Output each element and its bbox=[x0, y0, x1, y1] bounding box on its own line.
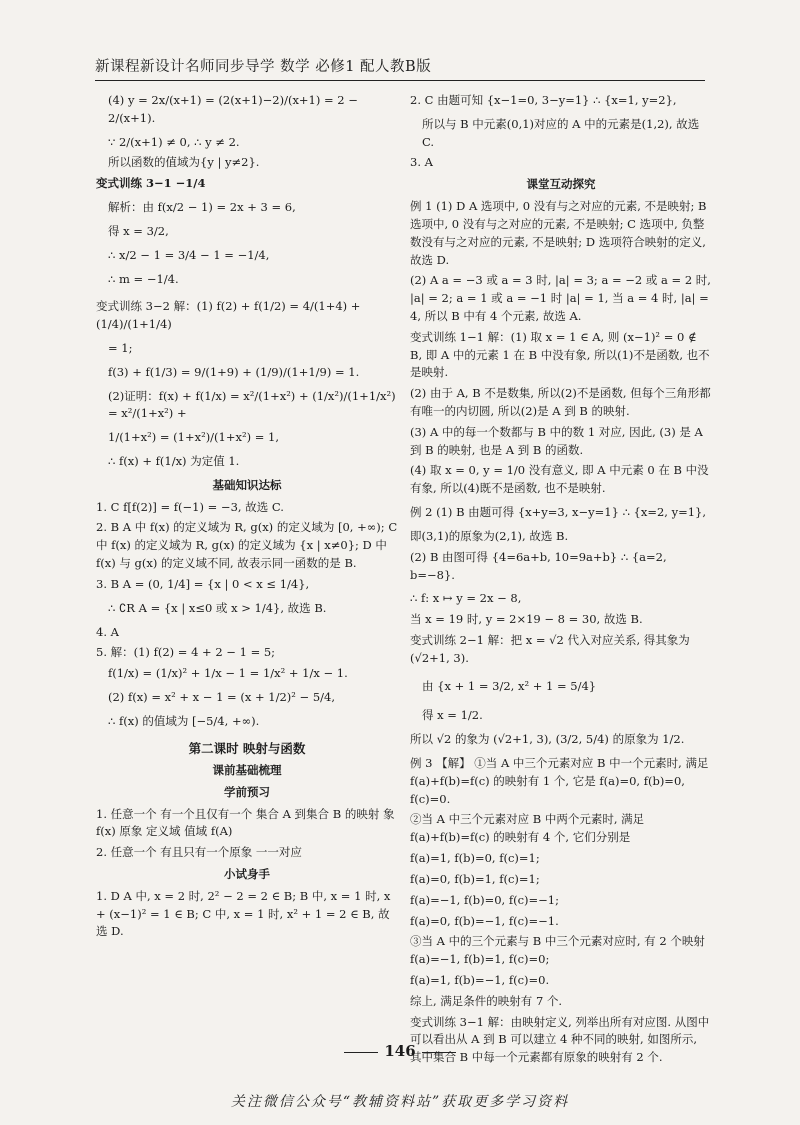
answer-line: f(1/x) = (1/x)² + 1/x − 1 = 1/x² + 1/x − 1. bbox=[108, 666, 348, 681]
page-number bbox=[0, 1040, 800, 1063]
answer-line: 1. D A 中, x = 2 时, 2² − 2 = 2 ∈ B; B 中, x = 1 时, x + (x−1)² = 1 ∈ B; C 中, x = 1 时, x² + 1 = 2 ∈ B, 故选 D. bbox=[96, 888, 391, 939]
example-block: 例 1 (1) D A 选项中, 0 没有与之对应的元素, 不是映射; B 选项中, 0 没有与之对应的元素, 不是映射; C 选项中, 负整数没有与之对应的元素, 不是映射; D 选项符合映射的定义, 故选 D. bbox=[410, 199, 707, 267]
answer-line: ∴ m = −1/4. bbox=[108, 271, 179, 286]
variant-block: 变式训练 2−1 解：把 x = √2 代入对应关系, 得其象为 (√2+1, 3). bbox=[410, 632, 690, 665]
answer-line: 3. A bbox=[410, 155, 433, 170]
answer-line: 4. A bbox=[96, 624, 119, 639]
answer-line: (4) 取 x = 0, y = 1/0 没有意义, 即 A 中元素 0 在 B 中没有象, 所以(4)既不是函数, 也不是映射. bbox=[410, 463, 709, 496]
answer-line: = 1; bbox=[108, 340, 133, 355]
answer-line: 综上, 满足条件的映射有 7 个. bbox=[410, 993, 563, 1008]
answer-line: (3) A 中的每一个数都与 B 中的数 1 对应, 因此, (3) 是 A 到 B 的映射, 也是 A 到 B 的函数. bbox=[410, 424, 703, 457]
left-column bbox=[96, 92, 398, 944]
answer-line: f(a)=−1, f(b)=0, f(c)=−1; bbox=[410, 892, 559, 907]
answer-line: f(a)=1, f(b)=0, f(c)=1; bbox=[410, 851, 540, 866]
section-heading: 课前基础梳理 bbox=[212, 762, 282, 777]
example-block: 例 2 (1) B 由题可得 {x+y=3, x−y=1} ∴ {x=2, y=1}, bbox=[410, 505, 707, 520]
answer-line: 由 {x + 1 = 3/2, x² + 1 = 5/4} bbox=[422, 678, 597, 693]
answer-line: (2) B 由图可得 {4=6a+b, 10=9a+b} ∴ {a=2, b=−8}. bbox=[410, 549, 667, 582]
answer-line: 所以 √2 的象为 (√2+1, 3), (3/2, 5/4) 的原象为 1/2. bbox=[410, 732, 685, 747]
answer-line: (2) f(x) = x² + x − 1 = (x + 1/2)² − 5/4, bbox=[108, 689, 335, 704]
answer-line: ∴ x/2 − 1 = 3/4 − 1 = −1/4, bbox=[108, 247, 270, 262]
answer-line: 解析：由 f(x/2 − 1) = 2x + 3 = 6, bbox=[108, 200, 296, 215]
answer-line: (2)证明：f(x) + f(1/x) = x²/(1+x²) + (1/x²)/(1+1/x²) = x²/(1+x²) + bbox=[108, 388, 396, 421]
page-number-dash-right bbox=[422, 1052, 456, 1053]
variant-heading: 变式训练 3−1 −1/4 bbox=[96, 176, 206, 191]
section-heading: 基础知识达标 bbox=[212, 477, 282, 492]
right-column bbox=[410, 92, 712, 1070]
lesson-title: 第二课时 映射与函数 bbox=[188, 740, 306, 756]
answer-line: 得 x = 3/2, bbox=[108, 223, 169, 238]
answer-line: ③当 A 中的三个元素与 B 中三个元素对应时, 有 2 个映射 f(a)=−1, f(b)=1, f(c)=0; bbox=[410, 934, 705, 967]
answer-line: ②当 A 中三个元素对应 B 中两个元素时, 满足 f(a)+f(b)=f(c) 的映射有 4 个, 它们分别是 bbox=[410, 812, 645, 845]
answer-line: 即(3,1)的原象为(2,1), 故选 B. bbox=[410, 528, 569, 543]
answer-line: 得 x = 1/2. bbox=[422, 708, 483, 723]
answer-line: ∵ 2/(x+1) ≠ 0, ∴ y ≠ 2. bbox=[108, 134, 240, 149]
header-rule bbox=[95, 80, 705, 81]
answer-line: 2. C 由题可知 {x−1=0, 3−y=1} ∴ {x=1, y=2}, bbox=[410, 93, 677, 107]
answer-line: f(a)=0, f(b)=1, f(c)=1; bbox=[410, 871, 540, 886]
variant-block: 变式训练 1−1 解：(1) 取 x = 1 ∈ A, 则 (x−1)² = 0 ∉ B, 即 A 中的元素 1 在 B 中没有象, 所以(1)不是函数, 也不是映射. bbox=[410, 329, 710, 380]
footer-note: 关注微信公众号“教辅资料站”获取更多学习资料 bbox=[230, 1094, 570, 1110]
answer-line: (4) y = 2x/(x+1) = (2(x+1)−2)/(x+1) = 2 − 2/(x+1). bbox=[108, 93, 358, 125]
answer-line: 所以与 B 中元素(0,1)对应的 A 中的元素是(1,2), 故选 C. bbox=[422, 116, 700, 149]
answer-line: f(a)=0, f(b)=−1, f(c)=−1. bbox=[410, 913, 559, 928]
answer-line: 5. 解：(1) f(2) = 4 + 2 − 1 = 5; bbox=[96, 645, 276, 660]
variant-heading: 变式训练 3−2 解：(1) f(2) + f(1/2) = 4/(1+4) + (1/4)/(1+1/4) bbox=[96, 299, 361, 332]
answer-line: f(3) + f(1/3) = 9/(1+9) + (1/9)/(1+1/9) = 1. bbox=[108, 364, 360, 379]
page-number-text: 146 bbox=[384, 1042, 416, 1060]
answer-line: 所以函数的值域为{y | y≠2}. bbox=[108, 155, 260, 170]
section-heading: 课堂互动探究 bbox=[526, 177, 596, 192]
page-number-dash-left bbox=[344, 1052, 378, 1053]
answer-line: 1. 任意一个 有一个且仅有一个 集合 A 到集合 B 的映射 象 f(x) 原象 定义域 值域 f(A) bbox=[96, 806, 395, 839]
answer-line: 2. 任意一个 有且只有一个原象 一一对应 bbox=[96, 845, 302, 860]
example-block: 例 3 【解】 ①当 A 中三个元素对应 B 中一个元素时, 满足 f(a)+f(b)=f(c) 的映射有 1 个, 它是 f(a)=0, f(b)=0, f(c)=0. bbox=[410, 756, 709, 806]
answer-line: (2) 由于 A, B 不是数集, 所以(2)不是函数, 但每个三角形都有唯一的内切圆, 所以(2)是 A 到 B 的映射. bbox=[410, 386, 711, 418]
answer-line: ∴ f(x) + f(1/x) 为定值 1. bbox=[108, 454, 240, 468]
answer-line: 1/(1+x²) = (1+x²)/(1+x²) = 1, bbox=[108, 430, 279, 445]
answer-line: ∴ f: x ↦ y = 2x − 8, bbox=[410, 591, 522, 606]
example-block: (2) A a = −3 或 a = 3 时, |a| = 3; a = −2 或 a = 2 时, |a| = 2; a = 1 或 a = −1 时 |a| = 1, 当 a = 4 时, |a| = 4, 所以 B 中有 4 个元素, 故选 A. bbox=[410, 273, 711, 323]
answer-line: 3. B A = (0, 1/4] = {x | 0 < x ≤ 1/4}, bbox=[96, 576, 310, 591]
subsection-heading: 小试身手 bbox=[224, 867, 270, 881]
answer-line: f(a)=1, f(b)=−1, f(c)=0. bbox=[410, 972, 550, 987]
answer-line: ∴ ∁R A = {x | x≤0 或 x > 1/4}, 故选 B. bbox=[108, 600, 327, 615]
answer-line: 1. C f[f(2)] = f(−1) = −3, 故选 C. bbox=[96, 499, 284, 514]
running-header: 新课程新设计名师同步导学 数学 必修1 配人教B版 bbox=[95, 59, 432, 75]
answer-line: 当 x = 19 时, y = 2×19 − 8 = 30, 故选 B. bbox=[410, 612, 643, 627]
answer-line: 2. B A 中 f(x) 的定义域为 R, g(x) 的定义域为 [0, +∞); C 中 f(x) 的定义域为 R, g(x) 的定义域为 {x | x≠0}; D 中 f(x) 与 g(x) 的定义域不同, 故表示同一函数的是 B. bbox=[96, 520, 398, 571]
subsection-heading: 学前预习 bbox=[224, 784, 270, 799]
variant-block: 变式训练 3−1 解：由映射定义, 列举出所有对应图. 从图中可以看出从 A 到 B 可以建立 4 种不同的映射, 如图所示, 其中集合 B 中每一个元素都有原象的映射有 2 个. bbox=[410, 1014, 710, 1065]
answer-line: ∴ f(x) 的值域为 [−5/4, +∞). bbox=[108, 713, 260, 728]
